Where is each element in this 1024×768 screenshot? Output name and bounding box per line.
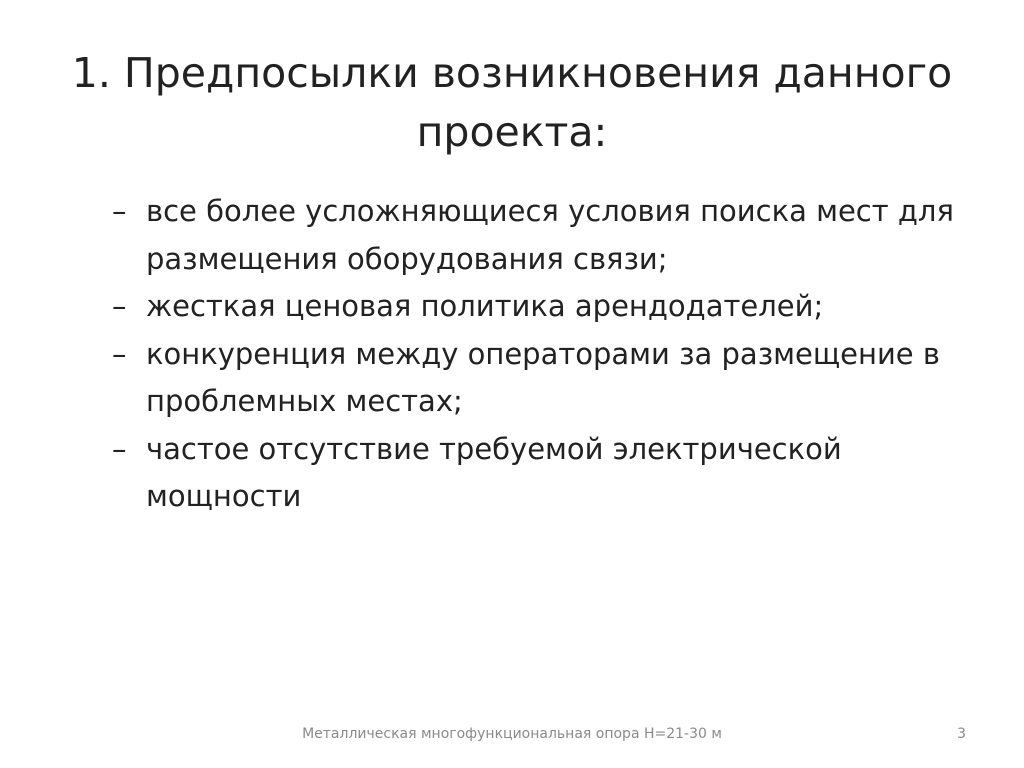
page-number: 3 bbox=[957, 726, 966, 742]
bullet-text: все более усложняющиеся условия поиска мест для размещения оборудования связи; bbox=[146, 194, 954, 276]
dash-bullet-icon: – bbox=[112, 289, 127, 323]
bullet-item bbox=[112, 283, 982, 331]
bullet-item bbox=[112, 426, 982, 521]
dash-bullet-icon: – bbox=[112, 194, 127, 228]
slide-footer: Металлическая многофункциональная опора Н=21-30 м bbox=[302, 726, 722, 742]
slide-title: 1. Предпосылки возникновения данного проекта: bbox=[71, 49, 953, 156]
bullet-text: конкуренция между операторами за размещение в проблемных местах; bbox=[146, 336, 940, 418]
dash-bullet-icon: – bbox=[112, 431, 127, 466]
bullet-item bbox=[112, 188, 982, 283]
bullet-text: жесткая ценовая политика арендодателей; bbox=[146, 289, 824, 323]
bullet-text: частое отсутствие требуемой электрической мощности bbox=[146, 431, 842, 513]
bullet-list bbox=[112, 188, 982, 521]
bullet-item bbox=[112, 331, 982, 426]
dash-bullet-icon: – bbox=[112, 336, 127, 371]
